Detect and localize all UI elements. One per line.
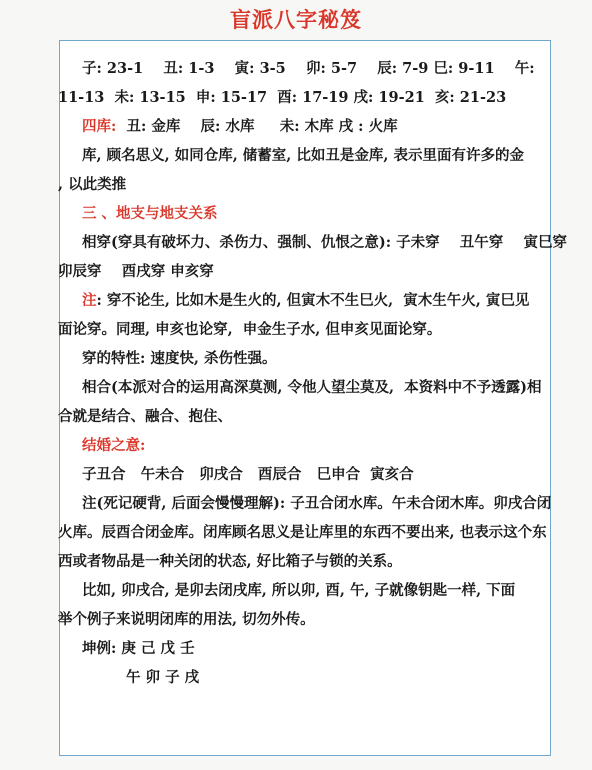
he-line-1: 相合(本派对合的运用高深莫测, 令他人望尘莫及, 本资料中不予透露)相: [82, 379, 542, 396]
kun-label: 坤例:: [82, 640, 117, 657]
note-label: 注: [82, 292, 97, 309]
storage-explain-1: 库, 顾名思义, 如同仓库, 储蓄室, 比如丑是金库, 表示里面有许多的金: [82, 147, 524, 164]
four-storages-text: 丑: 金库 辰: 水库 未: 木库 戌 : 火库: [116, 118, 398, 135]
example-line-1: 比如, 卯戌合, 是卯去闭戌库, 所以卯, 酉, 午, 子就像钥匙一样, 下面: [82, 582, 516, 599]
four-storages-line: [82, 112, 542, 141]
he-line-2: 合就是结合、融合、抱住、: [58, 408, 232, 425]
he-pairs: 子丑合 午未合 卯戌合 酉辰合 巳申合 寅亥合: [82, 466, 414, 483]
section-heading-three: 三 、地支与地支关系: [82, 205, 218, 222]
time-line-2: 11-13 未: 13-15 申: 15-17 酉: 17-19 戌: 19-21 亥: 21-23: [58, 89, 507, 106]
note-line-1: [82, 286, 542, 315]
document-body: [58, 54, 568, 692]
time-line-1: 子: 23-1 丑: 1-3 寅: 3-5 卯: 5-7 辰: 7-9 巳: 9-11 午:: [82, 60, 535, 77]
four-storages-label: 四库:: [82, 118, 117, 135]
note2-line-3: 西或者物品是一种关闭的状态, 好比箱子与锁的关系。: [58, 553, 402, 570]
kun-stems: 庚 己 戊 壬: [121, 640, 195, 657]
note2-line-1: 注(死记硬背, 后面会慢慢理解): 子丑合闭水库。午未合闭木库。卯戌合闭: [82, 495, 552, 512]
chuan-line-2: 卯辰穿 酉戌穿 申亥穿: [58, 263, 214, 280]
kun-example-stems: [82, 634, 542, 663]
chuan-line-1: 相穿(穿具有破坏力、杀伤力、强制、仇恨之意): 子未穿 丑午穿 寅巳穿: [82, 234, 568, 251]
note2-line-2: 火库。辰酉合闭金库。闭库顾名思义是让库里的东西不要出来, 也表示这个东: [58, 524, 547, 541]
example-line-2: 举个例子来说明闭库的用法, 切勿外传。: [58, 611, 315, 628]
note-line-2: 面论穿。同理, 申亥也论穿, 申金生子水, 但申亥见面论穿。: [58, 321, 442, 338]
storage-explain-2: , 以此类推: [58, 176, 127, 193]
page-title: 盲派八字秘笈: [230, 8, 362, 32]
note-text-1: : 穿不论生, 比如木是生火的, 但寅木不生巳火, 寅木生午火, 寅巳见: [96, 292, 530, 309]
chuan-trait: 穿的特性: 速度快, 杀伤性强。: [82, 350, 277, 367]
kun-example-branches: 午 卯 子 戌: [126, 669, 200, 686]
marriage-heading: 结婚之意:: [82, 437, 146, 454]
